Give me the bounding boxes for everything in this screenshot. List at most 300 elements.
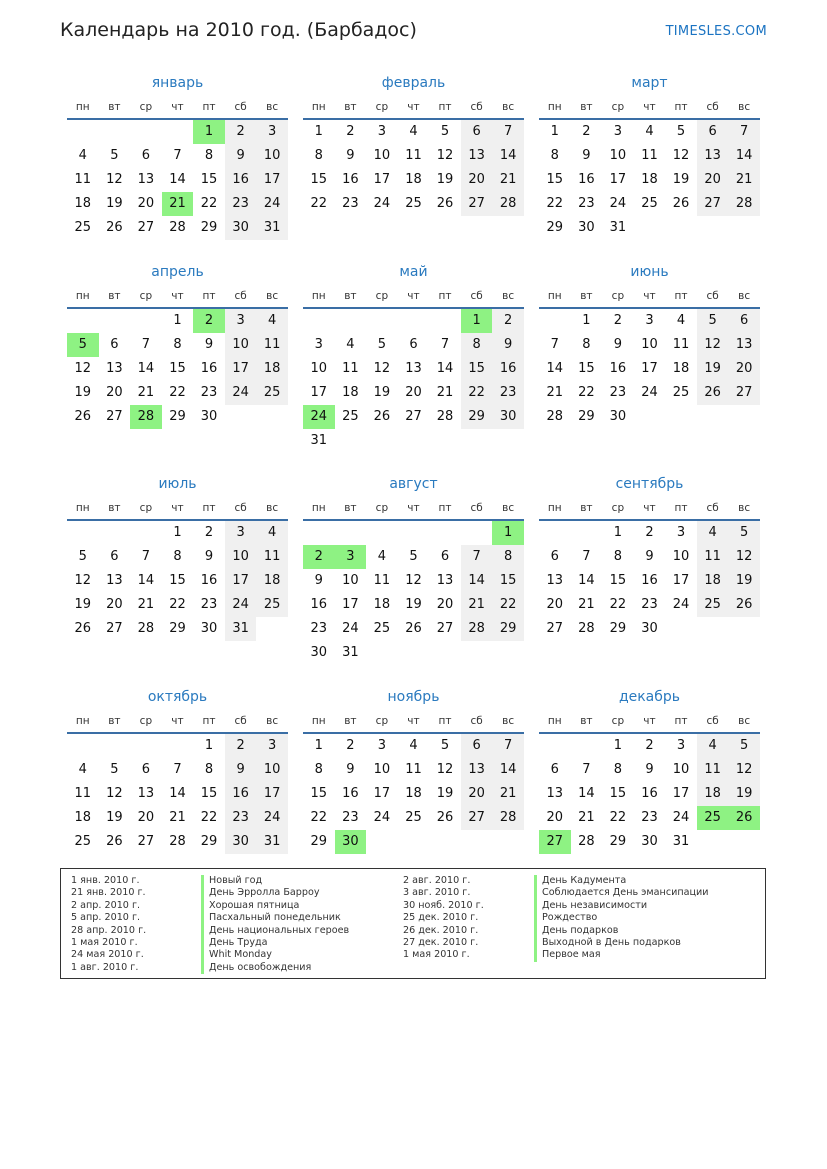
day-cell[interactable]: 25 (74, 834, 92, 849)
day-cell[interactable]: 31 (342, 645, 359, 660)
day-cell[interactable]: 6 (409, 337, 418, 352)
weekend-cell[interactable]: 5 (728, 734, 760, 758)
day-cell[interactable]: 22 (200, 810, 218, 825)
day-cell[interactable]: 26 (373, 409, 391, 424)
weekend-cell[interactable]: 7 (492, 120, 524, 144)
day-cell[interactable]: 5 (377, 337, 387, 352)
day-cell[interactable]: 26 (106, 834, 123, 849)
day-cell[interactable]: 18 (405, 786, 422, 801)
holiday-cell[interactable]: 28 (130, 405, 162, 429)
day-cell[interactable]: 6 (141, 148, 151, 163)
day-cell[interactable]: 17 (373, 172, 391, 187)
day-cell[interactable]: 27 (137, 834, 155, 849)
day-cell[interactable]: 27 (137, 220, 155, 235)
day-cell[interactable]: 18 (342, 385, 359, 400)
weekend-cell[interactable]: 3 (256, 734, 288, 758)
day-cell[interactable]: 5 (110, 762, 119, 777)
day-cell[interactable]: 4 (346, 337, 355, 352)
day-cell[interactable]: 7 (141, 337, 151, 352)
day-cell[interactable]: 12 (106, 786, 123, 801)
day-cell[interactable]: 8 (173, 549, 182, 564)
day-cell[interactable]: 28 (137, 621, 155, 636)
day-cell[interactable]: 16 (200, 361, 218, 376)
day-cell[interactable]: 22 (310, 810, 328, 825)
day-cell[interactable]: 4 (676, 313, 686, 328)
day-cell[interactable]: 26 (74, 621, 92, 636)
day-cell[interactable]: 29 (200, 834, 218, 849)
day-cell[interactable]: 23 (342, 196, 359, 211)
day-cell[interactable]: 21 (578, 810, 595, 825)
day-cell[interactable]: 14 (169, 786, 186, 801)
day-cell[interactable]: 1 (173, 313, 182, 328)
day-cell[interactable]: 9 (613, 337, 623, 352)
day-cell[interactable]: 18 (74, 810, 92, 825)
day-cell[interactable]: 10 (609, 148, 627, 163)
day-cell[interactable]: 7 (550, 337, 559, 352)
day-cell[interactable]: 21 (169, 810, 186, 825)
day-cell[interactable]: 15 (310, 786, 328, 801)
day-cell[interactable]: 19 (672, 172, 690, 187)
weekend-cell[interactable]: 20 (461, 168, 493, 192)
day-cell[interactable]: 22 (200, 196, 218, 211)
day-cell[interactable]: 27 (106, 621, 123, 636)
day-cell[interactable]: 12 (405, 573, 422, 588)
day-cell[interactable]: 3 (676, 738, 686, 753)
day-cell[interactable]: 4 (377, 549, 387, 564)
weekend-cell[interactable]: 27 (697, 192, 729, 216)
day-cell[interactable]: 2 (204, 525, 214, 540)
weekend-cell[interactable]: 11 (256, 333, 288, 357)
holiday-cell[interactable]: 26 (728, 806, 760, 830)
weekend-cell[interactable]: 28 (492, 806, 524, 830)
weekend-cell[interactable]: 3 (225, 521, 257, 545)
weekend-cell[interactable]: 16 (492, 357, 524, 381)
weekend-cell[interactable]: 4 (256, 309, 288, 333)
day-cell[interactable]: 1 (314, 738, 323, 753)
weekend-cell[interactable]: 17 (225, 569, 257, 593)
weekend-cell[interactable]: 14 (728, 144, 760, 168)
holiday-cell[interactable]: 2 (193, 309, 225, 333)
day-cell[interactable]: 26 (436, 810, 454, 825)
day-cell[interactable]: 4 (409, 738, 418, 753)
day-cell[interactable]: 12 (74, 573, 92, 588)
day-cell[interactable]: 17 (672, 573, 690, 588)
weekend-cell[interactable]: 28 (728, 192, 760, 216)
weekend-cell[interactable]: 24 (256, 192, 288, 216)
weekend-cell[interactable]: 27 (461, 192, 493, 216)
day-cell[interactable]: 29 (169, 621, 186, 636)
weekend-cell[interactable]: 8 (461, 333, 493, 357)
day-cell[interactable]: 21 (546, 385, 564, 400)
weekend-cell[interactable]: 27 (728, 381, 760, 405)
day-cell[interactable]: 2 (645, 525, 654, 540)
day-cell[interactable]: 30 (200, 621, 218, 636)
day-cell[interactable]: 13 (106, 361, 123, 376)
holiday-cell[interactable]: 2 (303, 545, 335, 569)
day-cell[interactable]: 7 (173, 148, 182, 163)
day-cell[interactable]: 19 (373, 385, 391, 400)
day-cell[interactable]: 15 (169, 573, 186, 588)
day-cell[interactable]: 28 (578, 621, 595, 636)
day-cell[interactable]: 4 (409, 124, 418, 139)
day-cell[interactable]: 11 (373, 573, 391, 588)
day-cell[interactable]: 10 (641, 337, 658, 352)
day-cell[interactable]: 13 (546, 786, 564, 801)
weekend-cell[interactable]: 24 (225, 593, 257, 617)
day-cell[interactable]: 27 (546, 621, 564, 636)
day-cell[interactable]: 28 (546, 409, 564, 424)
weekend-cell[interactable]: 15 (492, 569, 524, 593)
day-cell[interactable]: 26 (672, 196, 690, 211)
weekend-cell[interactable]: 13 (461, 758, 493, 782)
day-cell[interactable]: 21 (137, 597, 155, 612)
day-cell[interactable]: 3 (613, 124, 623, 139)
day-cell[interactable]: 8 (173, 337, 182, 352)
day-cell[interactable]: 21 (578, 597, 595, 612)
day-cell[interactable]: 3 (676, 525, 686, 540)
day-cell[interactable]: 26 (405, 621, 422, 636)
day-cell[interactable]: 25 (373, 621, 391, 636)
day-cell[interactable]: 22 (169, 597, 186, 612)
day-cell[interactable]: 15 (609, 573, 627, 588)
day-cell[interactable]: 1 (582, 313, 591, 328)
day-cell[interactable]: 25 (74, 220, 92, 235)
day-cell[interactable]: 30 (200, 409, 218, 424)
day-cell[interactable]: 26 (74, 409, 92, 424)
day-cell[interactable]: 8 (204, 148, 214, 163)
day-cell[interactable]: 22 (169, 385, 186, 400)
day-cell[interactable]: 23 (342, 810, 359, 825)
weekend-cell[interactable]: 24 (225, 381, 257, 405)
day-cell[interactable]: 22 (578, 385, 595, 400)
day-cell[interactable]: 17 (310, 385, 328, 400)
day-cell[interactable]: 28 (578, 834, 595, 849)
day-cell[interactable]: 17 (672, 786, 690, 801)
day-cell[interactable]: 6 (110, 337, 119, 352)
weekend-cell[interactable]: 11 (697, 758, 729, 782)
day-cell[interactable]: 18 (74, 196, 92, 211)
weekend-cell[interactable]: 2 (225, 734, 257, 758)
day-cell[interactable]: 18 (672, 361, 690, 376)
day-cell[interactable]: 23 (200, 597, 218, 612)
day-cell[interactable]: 18 (373, 597, 391, 612)
weekend-cell[interactable]: 13 (697, 144, 729, 168)
weekend-cell[interactable]: 14 (492, 144, 524, 168)
weekend-cell[interactable]: 6 (461, 120, 493, 144)
weekend-cell[interactable]: 6 (461, 734, 493, 758)
day-cell[interactable]: 21 (436, 385, 454, 400)
day-cell[interactable]: 29 (310, 834, 328, 849)
day-cell[interactable]: 30 (641, 834, 658, 849)
day-cell[interactable]: 14 (169, 172, 186, 187)
day-cell[interactable]: 16 (578, 172, 595, 187)
day-cell[interactable]: 16 (342, 786, 359, 801)
day-cell[interactable]: 13 (405, 361, 422, 376)
weekend-cell[interactable]: 16 (225, 168, 257, 192)
weekend-cell[interactable]: 20 (697, 168, 729, 192)
day-cell[interactable]: 15 (609, 786, 627, 801)
day-cell[interactable]: 5 (78, 549, 87, 564)
holiday-cell[interactable]: 24 (303, 405, 335, 429)
day-cell[interactable]: 20 (546, 597, 564, 612)
day-cell[interactable]: 9 (346, 762, 355, 777)
day-cell[interactable]: 13 (436, 573, 454, 588)
day-cell[interactable]: 17 (342, 597, 359, 612)
day-cell[interactable]: 24 (342, 621, 359, 636)
day-cell[interactable]: 9 (645, 549, 654, 564)
weekend-cell[interactable]: 26 (697, 381, 729, 405)
day-cell[interactable]: 8 (550, 148, 559, 163)
weekend-cell[interactable]: 14 (492, 758, 524, 782)
day-cell[interactable]: 4 (645, 124, 654, 139)
weekend-cell[interactable]: 7 (492, 734, 524, 758)
day-cell[interactable]: 20 (546, 810, 564, 825)
day-cell[interactable]: 5 (440, 738, 450, 753)
day-cell[interactable]: 2 (645, 738, 654, 753)
day-cell[interactable]: 22 (609, 810, 627, 825)
day-cell[interactable]: 10 (672, 549, 690, 564)
weekend-cell[interactable]: 5 (697, 309, 729, 333)
day-cell[interactable]: 9 (204, 337, 214, 352)
day-cell[interactable]: 20 (405, 385, 422, 400)
holiday-cell[interactable]: 25 (697, 806, 729, 830)
day-cell[interactable]: 14 (137, 361, 155, 376)
weekend-cell[interactable]: 9 (225, 758, 257, 782)
day-cell[interactable]: 8 (204, 762, 214, 777)
holiday-cell[interactable]: 1 (461, 309, 493, 333)
weekend-cell[interactable]: 30 (225, 216, 257, 240)
weekend-cell[interactable]: 14 (461, 569, 493, 593)
day-cell[interactable]: 16 (342, 172, 359, 187)
weekend-cell[interactable]: 4 (256, 521, 288, 545)
day-cell[interactable]: 25 (672, 385, 690, 400)
weekend-cell[interactable]: 17 (256, 782, 288, 806)
day-cell[interactable]: 16 (641, 573, 658, 588)
weekend-cell[interactable]: 20 (461, 782, 493, 806)
site-link[interactable]: TIMESLES.COM (665, 24, 767, 39)
day-cell[interactable]: 5 (676, 124, 686, 139)
weekend-cell[interactable]: 20 (728, 357, 760, 381)
day-cell[interactable]: 8 (314, 148, 323, 163)
weekend-cell[interactable]: 18 (256, 357, 288, 381)
weekend-cell[interactable]: 9 (492, 333, 524, 357)
day-cell[interactable]: 1 (550, 124, 559, 139)
day-cell[interactable]: 18 (641, 172, 658, 187)
day-cell[interactable]: 12 (436, 762, 454, 777)
weekend-cell[interactable]: 24 (256, 806, 288, 830)
weekend-cell[interactable]: 10 (225, 545, 257, 569)
holiday-cell[interactable]: 27 (539, 830, 571, 854)
day-cell[interactable]: 7 (173, 762, 182, 777)
day-cell[interactable]: 17 (641, 361, 658, 376)
day-cell[interactable]: 29 (200, 220, 218, 235)
weekend-cell[interactable]: 17 (256, 168, 288, 192)
day-cell[interactable]: 31 (310, 433, 328, 448)
weekend-cell[interactable]: 23 (225, 806, 257, 830)
day-cell[interactable]: 12 (373, 361, 391, 376)
weekend-cell[interactable]: 15 (461, 357, 493, 381)
day-cell[interactable]: 23 (310, 621, 328, 636)
day-cell[interactable]: 29 (578, 409, 595, 424)
day-cell[interactable]: 23 (641, 810, 658, 825)
day-cell[interactable]: 7 (582, 549, 591, 564)
day-cell[interactable]: 17 (609, 172, 627, 187)
day-cell[interactable]: 23 (641, 597, 658, 612)
weekend-cell[interactable]: 11 (256, 545, 288, 569)
day-cell[interactable]: 23 (609, 385, 627, 400)
day-cell[interactable]: 11 (74, 786, 92, 801)
day-cell[interactable]: 24 (641, 385, 658, 400)
weekend-cell[interactable]: 10 (256, 144, 288, 168)
day-cell[interactable]: 11 (405, 762, 422, 777)
day-cell[interactable]: 16 (200, 573, 218, 588)
day-cell[interactable]: 27 (405, 409, 422, 424)
day-cell[interactable]: 19 (106, 196, 123, 211)
day-cell[interactable]: 3 (645, 313, 654, 328)
weekend-cell[interactable]: 22 (492, 593, 524, 617)
weekend-cell[interactable]: 29 (492, 617, 524, 641)
weekend-cell[interactable]: 19 (697, 357, 729, 381)
day-cell[interactable]: 14 (546, 361, 564, 376)
day-cell[interactable]: 3 (314, 337, 323, 352)
day-cell[interactable]: 8 (613, 762, 623, 777)
day-cell[interactable]: 16 (609, 361, 627, 376)
holiday-cell[interactable]: 1 (492, 521, 524, 545)
day-cell[interactable]: 9 (645, 762, 654, 777)
day-cell[interactable]: 12 (436, 148, 454, 163)
day-cell[interactable]: 12 (74, 361, 92, 376)
weekend-cell[interactable]: 21 (728, 168, 760, 192)
day-cell[interactable]: 3 (377, 738, 387, 753)
weekend-cell[interactable]: 12 (728, 545, 760, 569)
day-cell[interactable]: 15 (169, 361, 186, 376)
day-cell[interactable]: 13 (106, 573, 123, 588)
day-cell[interactable]: 10 (672, 762, 690, 777)
day-cell[interactable]: 23 (578, 196, 595, 211)
day-cell[interactable]: 24 (373, 196, 391, 211)
weekend-cell[interactable]: 12 (697, 333, 729, 357)
day-cell[interactable]: 2 (582, 124, 591, 139)
day-cell[interactable]: 7 (582, 762, 591, 777)
weekend-cell[interactable]: 4 (697, 734, 729, 758)
day-cell[interactable]: 16 (310, 597, 328, 612)
day-cell[interactable]: 11 (342, 361, 359, 376)
weekend-cell[interactable]: 13 (461, 144, 493, 168)
day-cell[interactable]: 20 (137, 196, 155, 211)
holiday-cell[interactable]: 1 (193, 120, 225, 144)
day-cell[interactable]: 27 (106, 409, 123, 424)
day-cell[interactable]: 16 (641, 786, 658, 801)
day-cell[interactable]: 26 (436, 196, 454, 211)
day-cell[interactable]: 14 (137, 573, 155, 588)
weekend-cell[interactable]: 7 (728, 120, 760, 144)
weekend-cell[interactable]: 9 (225, 144, 257, 168)
day-cell[interactable]: 5 (409, 549, 418, 564)
day-cell[interactable]: 28 (169, 220, 186, 235)
weekend-cell[interactable]: 2 (492, 309, 524, 333)
day-cell[interactable]: 25 (342, 409, 359, 424)
weekend-cell[interactable]: 21 (461, 593, 493, 617)
day-cell[interactable]: 15 (546, 172, 564, 187)
day-cell[interactable]: 24 (672, 810, 690, 825)
day-cell[interactable]: 9 (346, 148, 355, 163)
day-cell[interactable]: 30 (609, 409, 627, 424)
day-cell[interactable]: 19 (74, 597, 92, 612)
day-cell[interactable]: 10 (373, 762, 391, 777)
holiday-cell[interactable]: 21 (162, 192, 194, 216)
day-cell[interactable]: 19 (436, 172, 454, 187)
day-cell[interactable]: 14 (436, 361, 454, 376)
weekend-cell[interactable]: 26 (728, 593, 760, 617)
day-cell[interactable]: 12 (106, 172, 123, 187)
weekend-cell[interactable]: 25 (697, 593, 729, 617)
weekend-cell[interactable]: 17 (225, 357, 257, 381)
weekend-cell[interactable]: 3 (225, 309, 257, 333)
day-cell[interactable]: 23 (200, 385, 218, 400)
day-cell[interactable]: 6 (110, 549, 119, 564)
day-cell[interactable]: 11 (74, 172, 92, 187)
day-cell[interactable]: 30 (578, 220, 595, 235)
day-cell[interactable]: 30 (641, 621, 658, 636)
day-cell[interactable]: 20 (436, 597, 454, 612)
day-cell[interactable]: 7 (440, 337, 450, 352)
day-cell[interactable]: 1 (613, 525, 623, 540)
day-cell[interactable]: 25 (405, 810, 422, 825)
day-cell[interactable]: 20 (106, 597, 123, 612)
weekend-cell[interactable]: 23 (225, 192, 257, 216)
day-cell[interactable]: 10 (310, 361, 328, 376)
day-cell[interactable]: 1 (204, 738, 214, 753)
weekend-cell[interactable]: 22 (461, 381, 493, 405)
day-cell[interactable]: 25 (405, 196, 422, 211)
day-cell[interactable]: 22 (546, 196, 564, 211)
day-cell[interactable]: 28 (169, 834, 186, 849)
day-cell[interactable]: 2 (346, 124, 355, 139)
day-cell[interactable]: 2 (346, 738, 355, 753)
day-cell[interactable]: 22 (609, 597, 627, 612)
day-cell[interactable]: 18 (405, 172, 422, 187)
weekend-cell[interactable]: 18 (256, 569, 288, 593)
day-cell[interactable]: 15 (200, 786, 218, 801)
weekend-cell[interactable]: 28 (492, 192, 524, 216)
holiday-cell[interactable]: 30 (335, 830, 367, 854)
weekend-cell[interactable]: 4 (697, 521, 729, 545)
day-cell[interactable]: 21 (137, 385, 155, 400)
day-cell[interactable]: 15 (200, 172, 218, 187)
day-cell[interactable]: 22 (310, 196, 328, 211)
weekend-cell[interactable]: 16 (225, 782, 257, 806)
weekend-cell[interactable]: 31 (225, 617, 257, 641)
day-cell[interactable]: 19 (405, 597, 422, 612)
weekend-cell[interactable]: 18 (697, 569, 729, 593)
day-cell[interactable]: 29 (546, 220, 564, 235)
day-cell[interactable]: 20 (137, 810, 155, 825)
weekend-cell[interactable]: 21 (492, 168, 524, 192)
day-cell[interactable]: 27 (436, 621, 454, 636)
weekend-cell[interactable]: 5 (728, 521, 760, 545)
day-cell[interactable]: 26 (106, 220, 123, 235)
day-cell[interactable]: 15 (578, 361, 595, 376)
day-cell[interactable]: 19 (106, 810, 123, 825)
weekend-cell[interactable]: 8 (492, 545, 524, 569)
weekend-cell[interactable]: 6 (697, 120, 729, 144)
weekend-cell[interactable]: 30 (225, 830, 257, 854)
holiday-cell[interactable]: 5 (67, 333, 99, 357)
day-cell[interactable]: 29 (609, 621, 627, 636)
holiday-cell[interactable]: 3 (335, 545, 367, 569)
weekend-cell[interactable]: 2 (225, 120, 257, 144)
day-cell[interactable]: 8 (314, 762, 323, 777)
